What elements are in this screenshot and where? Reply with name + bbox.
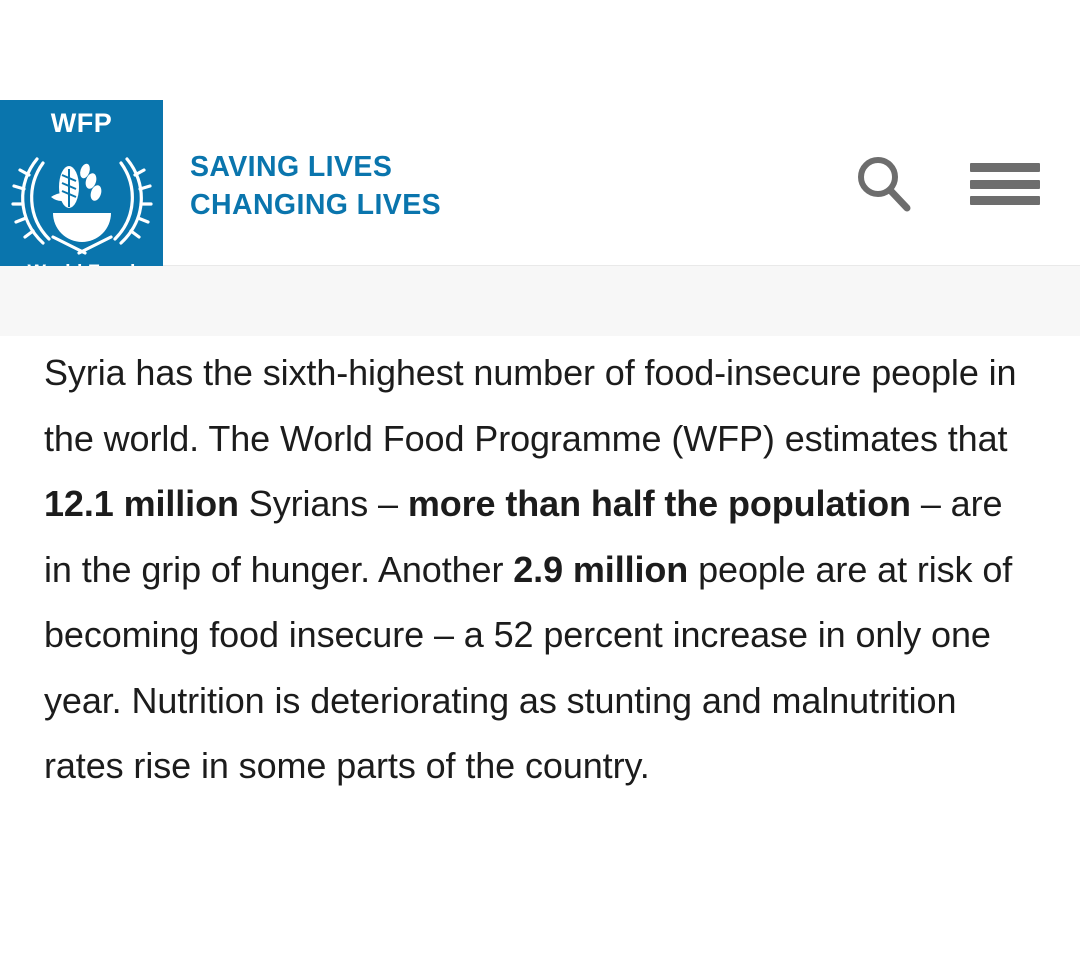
brand-tagline (190, 148, 441, 225)
search-icon (851, 204, 915, 219)
logo-acronym: WFP (50, 108, 113, 138)
header-sub-strip (0, 266, 1080, 336)
wfp-wheat-emblem-icon (7, 141, 157, 259)
article-text: – are in the grip of hunger. Another (44, 483, 1003, 590)
site-header (0, 100, 1080, 266)
article-emphasis: more than half the population (407, 483, 911, 525)
tagline-line-2: CHANGING LIVES (190, 189, 442, 222)
tagline-line-1: SAVING LIVES (190, 151, 393, 183)
article-text: Syria has the sixth-highest number of food-insecure people in the world. The World Food Programme (WFP) estimates that (44, 352, 1017, 459)
hamburger-menu-icon (970, 157, 1040, 211)
header-actions (851, 152, 1040, 216)
article-emphasis: 12.1 million (44, 483, 239, 525)
search-button[interactable] (851, 152, 915, 216)
article-body (0, 336, 1080, 799)
article-text: Syrians – (238, 483, 408, 525)
menu-button[interactable] (970, 157, 1040, 211)
article-paragraph (44, 340, 1032, 799)
article-text: people are at risk of becoming food insecure – a 52 percent increase in only one year. Nutrition is deteriorating as stunting and malnutrition rates rise in some parts of the country. (44, 548, 1013, 787)
article-emphasis: 2.9 million (513, 548, 689, 590)
